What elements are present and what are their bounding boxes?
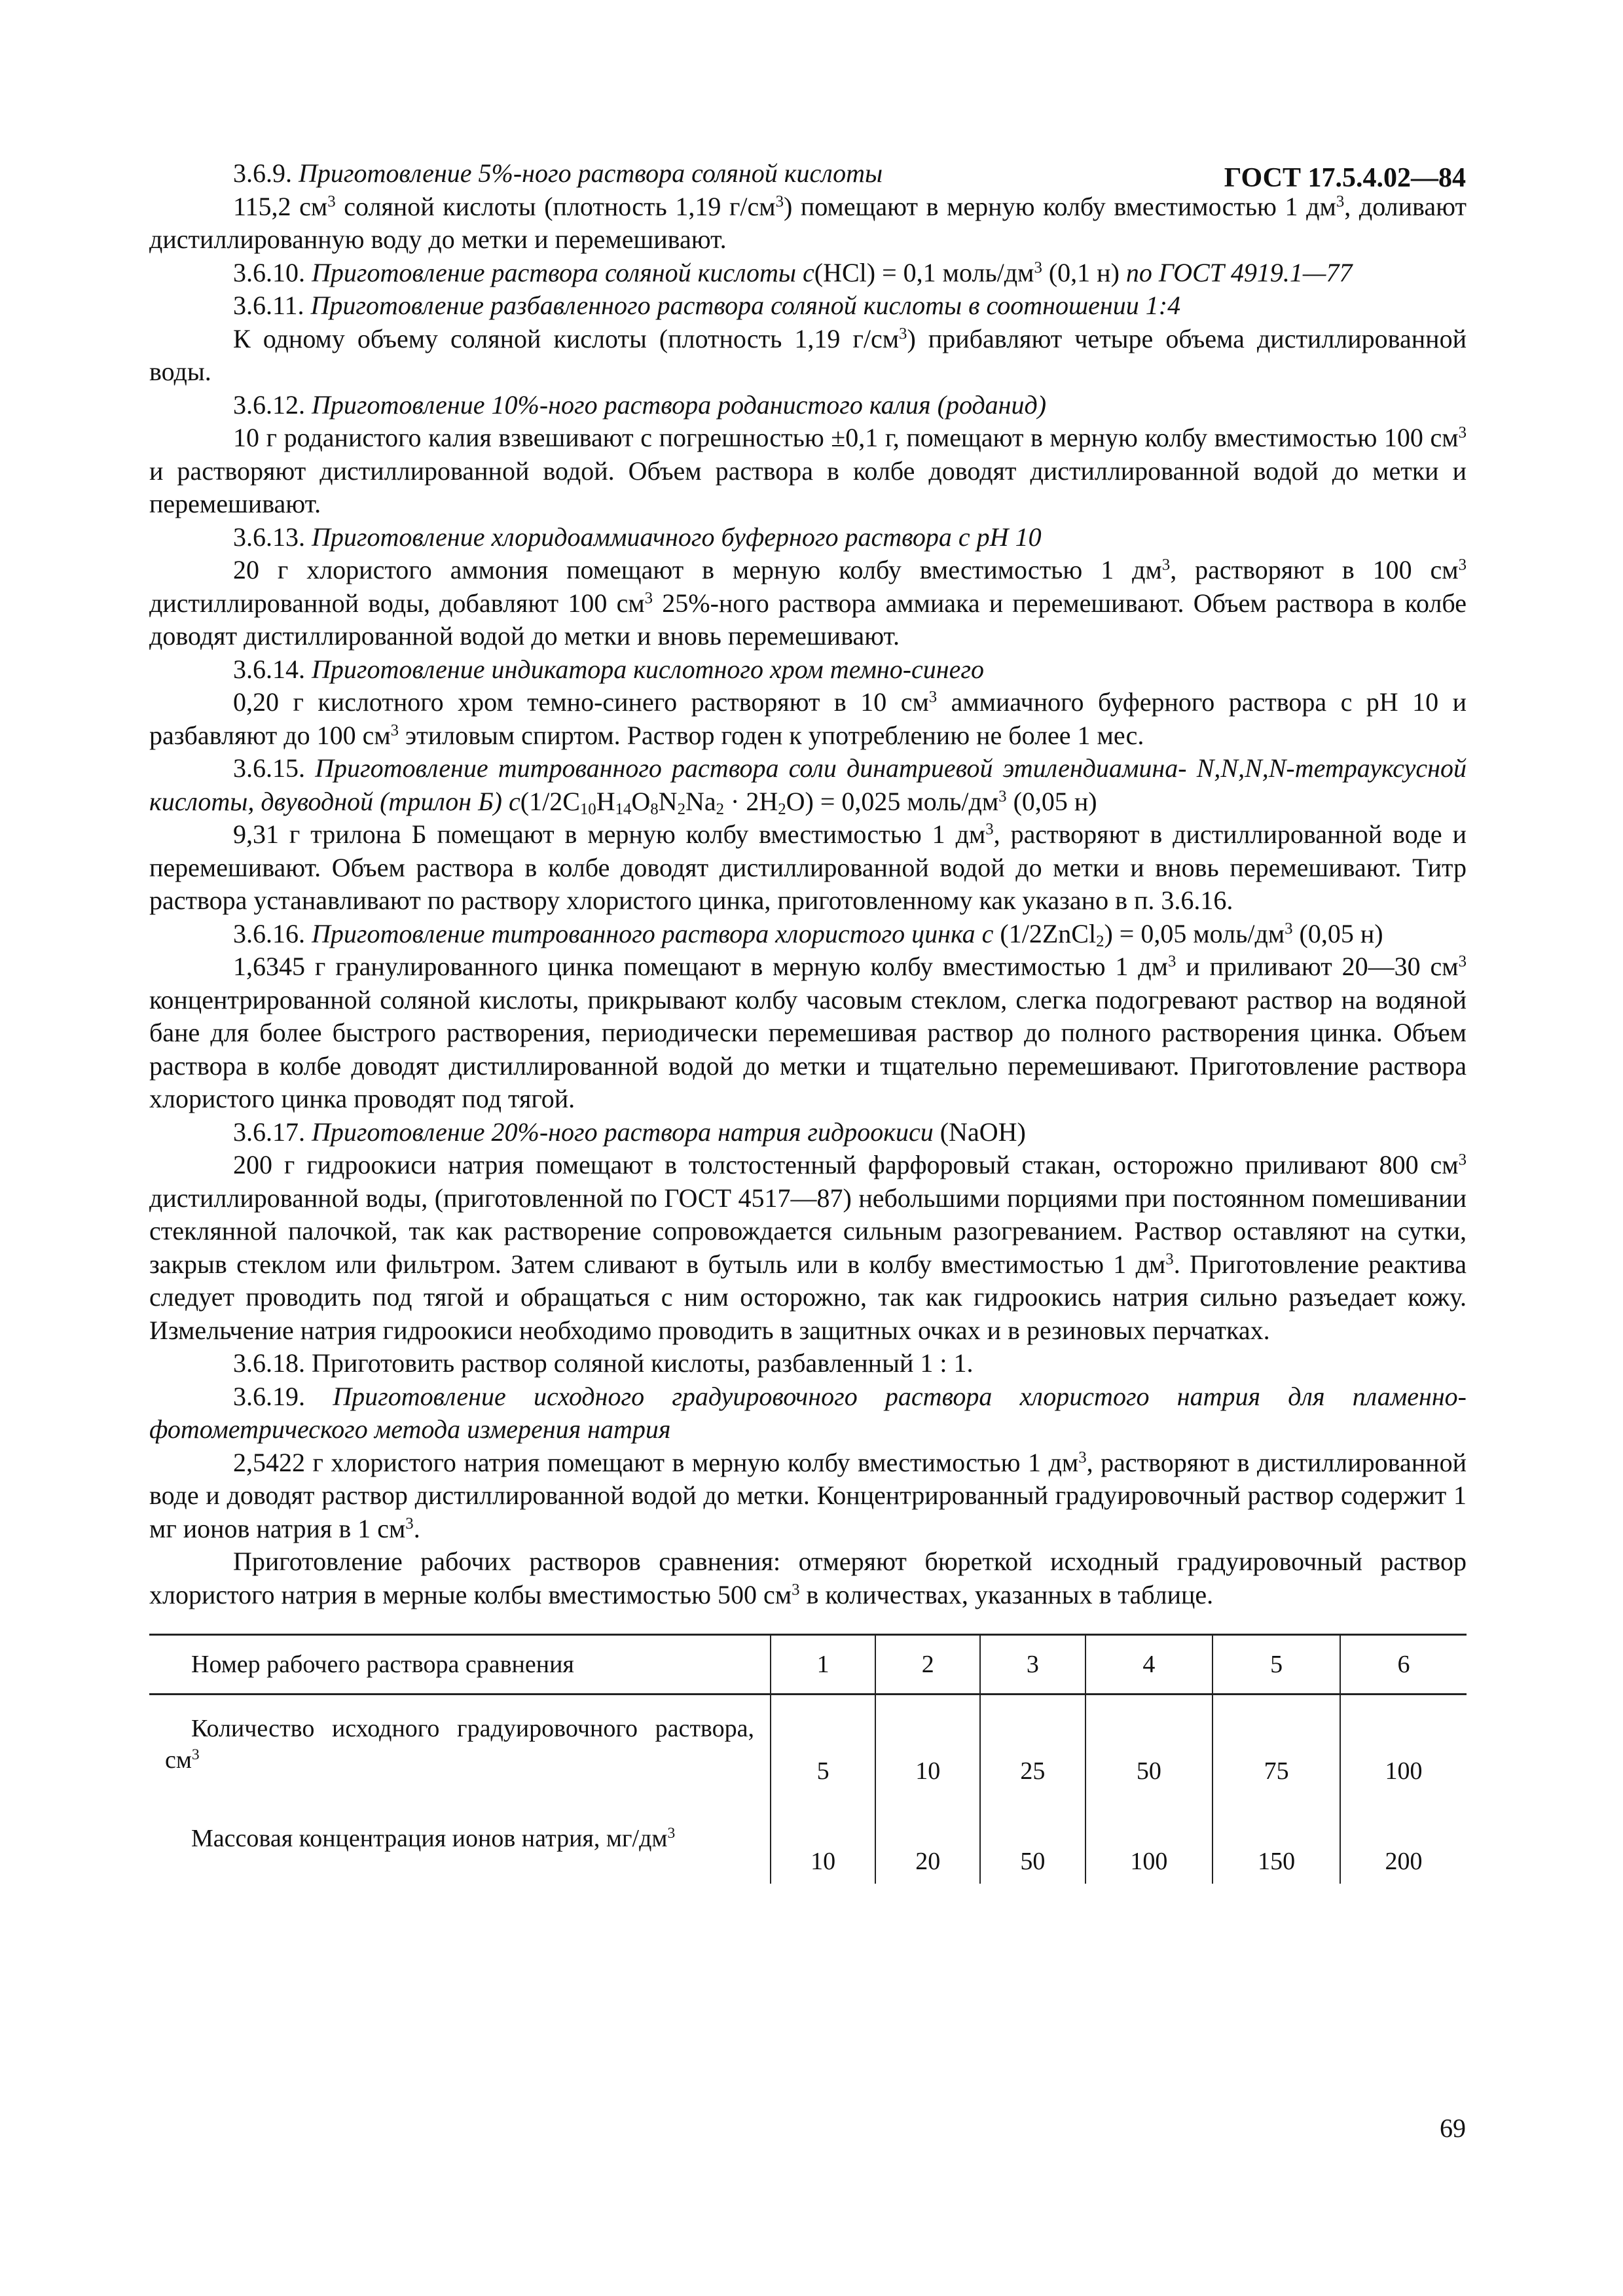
table-cell: 50 (1085, 1695, 1213, 1794)
section-3-6-18-text: 3.6.18. Приготовить раствор соляной кислоты, разбавленный 1 : 1. (233, 1348, 974, 1378)
table-cell: 100 (1085, 1793, 1213, 1884)
section-3-6-17-heading: 3.6.17. Приготовление 20%-ного раствора натрия гидроокиси (NaOH) (233, 1117, 1026, 1147)
table-row (149, 1695, 1467, 1794)
page-body (149, 157, 1467, 1884)
table-header-label: Номер рабочего раствора сравнения (149, 1635, 771, 1695)
table-cell: 75 (1213, 1695, 1340, 1794)
section-3-6-9-heading: 3.6.9. Приготовление 5%-ного раствора соляной кислоты (233, 158, 883, 188)
table-row-label: Массовая концентрация ионов натрия, $мг/дм^3$ (191, 1825, 676, 1852)
section-3-6-16-heading: 3.6.16. Приготовление титрованного раствора хлористого цинка с (1/2ZnCl2) = 0,05 моль/$дм^3$ (0,05 н) (233, 918, 1383, 950)
table-cell: 25 (980, 1695, 1085, 1794)
section-3-6-9-text: 115,2 $см^3$ соляной кислоты (плотность 1,19 $г/см^3$) помещают в мерную колбу вместимостью 1 $дм^3$, доливают дистиллированную воду до метки и перемешивают. (149, 191, 1467, 254)
table-header-cell: 6 (1340, 1635, 1467, 1695)
section-3-6-11-heading: 3.6.11. Приготовление разбавленного раствора соляной кислоты в соотношении 1:4 (233, 291, 1181, 320)
table-cell: 20 (875, 1793, 980, 1884)
section-3-6-11-text: К одному объему соляной кислоты (плотность 1,19 $г/см^3$) прибавляют четыре объема дистиллированной воды. (149, 323, 1467, 386)
table-cell: 50 (980, 1793, 1085, 1884)
section-3-6-15-heading: 3.6.15. Приготовление титрованного раствора соли динатриевой этилендиамина- N,N,N,N-тетрауксусной кислоты, двуводной (трилон Б) с(1/2C10H14O8N2Na2 · 2H2O) = 0,025 моль/$дм^3$ (0,05 н) (149, 753, 1467, 818)
section-3-6-12-text: 10 г роданистого калия взвешивают с погрешностью ±0,1 г, помещают в мерную колбу вместимостью 100 $см^3$ и растворяют дистиллированной водой. Объем раствора в колбе доводят дистиллированной водой до метки и перемешивают. (149, 423, 1467, 518)
table-cell: 10 (771, 1793, 875, 1884)
table-cell: 5 (771, 1695, 875, 1794)
section-3-6-13-text: 20 г хлористого аммония помещают в мерную колбу вместимостью 1 $дм^3$, растворяют в 100 $см^3$ дистиллированной воды, добавляют 100 $см^3$ 25%-ного раствора аммиака и перемешивают. Объем раствора в колбе доводят дистиллированной водой до метки и вновь перемешивают. (149, 555, 1467, 651)
table-header-cell: 3 (980, 1635, 1085, 1695)
section-3-6-19-heading: 3.6.19. Приготовление исходного градуировочного раствора хлористого натрия для пламенно-фотометрического метода измерения натрия (149, 1381, 1467, 1444)
page-number: 69 (1440, 2113, 1466, 2143)
table-header-cell: 2 (875, 1635, 980, 1695)
section-3-6-13-heading: 3.6.13. Приготовление хлоридоаммиачного буферного раствора с pH 10 (233, 522, 1042, 552)
section-3-6-19-text-2: Приготовление рабочих растворов сравнения: отмеряют бюреткой исходный градуировочный раствор хлористого натрия в мерные колбы вместимостью 500 $см^3$ в количествах, указанных в таблице. (149, 1547, 1467, 1609)
table-cell: 10 (875, 1695, 980, 1794)
section-3-6-14-text: 0,20 г кислотного хром темно-синего растворяют в 10 $см^3$ аммиачного буферного раствора с pH 10 и разбавляют до 100 $см^3$ этиловым спиртом. Раствор годен к употреблению не более 1 мес. (149, 687, 1467, 750)
table-row (149, 1793, 1467, 1884)
document-header: ГОСТ 17.5.4.02—84 (1224, 163, 1466, 193)
table-header-cell: 5 (1213, 1635, 1340, 1695)
section-3-6-12-heading: 3.6.12. Приготовление 10%-ного раствора роданистого калия (роданид) (233, 389, 1047, 420)
section-3-6-17-text: 200 г гидроокиси натрия помещают в толстостенный фарфоровый стакан, осторожно приливают 800 $см^3$ дистиллированной воды, (приготовленной по ГОСТ 4517—87) небольшими порциями при постоянном помешивании стеклянной палочкой, так как растворение сопровождается сильным разогреванием. Раствор оставляют на сутки, закрыв стеклом или фильтром. Затем сливают в бутыль или в колбу вместимостью 1 $дм^3$. Приготовление реактива следует проводить под тягой и обращаться с ним осторожно, так как гидроокись натрия сильно разъедает кожу. Измельчение натрия гидроокиси необходимо проводить в защитных очках и в резиновых перчатках. (149, 1150, 1467, 1345)
table-cell: 150 (1213, 1793, 1340, 1884)
table-header-row (149, 1635, 1467, 1695)
table-row-label: Количество исходного градуировочного раствора, $см^3$ (165, 1715, 754, 1774)
table-header-cell: 4 (1085, 1635, 1213, 1695)
table-cell: 100 (1340, 1695, 1467, 1794)
table-header-cell: 1 (771, 1635, 875, 1695)
table-cell: 200 (1340, 1793, 1467, 1884)
section-3-6-10-heading: 3.6.10. Приготовление раствора соляной кислоты с(HCl) = 0,1 моль/$дм^3$ (0,1 н) по ГОСТ 4919.1—77 (233, 257, 1353, 287)
section-3-6-16-text: 1,6345 г гранулированного цинка помещают в мерную колбу вместимостью 1 $дм^3$ и приливают 20—30 $см^3$ концентрированной соляной кислоты, прикрывают колбу часовым стеклом, слегка подогревают раствор на водяной бане для более быстрого растворения, периодически перемешивая раствор до полного растворения цинка. Объем раствора в колбе доводят дистиллированной водой до метки и тщательно перемешивают. Приготовление раствора хлористого цинка проводят под тягой. (149, 952, 1467, 1113)
section-3-6-19-text: 2,5422 г хлористого натрия помещают в мерную колбу вместимостью 1 $дм^3$, растворяют в дистиллированной воде и доводят раствор дистиллированной водой до метки. Концентрированный градуировочный раствор содержит 1 мг ионов натрия в 1 $см^3$. (149, 1447, 1467, 1543)
section-3-6-15-text: 9,31 г трилона Б помещают в мерную колбу вместимостью 1 $дм^3$, растворяют в дистиллированной воде и перемешивают. Объем раствора в колбе доводят дистиллированной водой до метки и вновь перемешивают. Титр раствора устанавливают по раствору хлористого цинка, приготовленному как указано в п. 3.6.16. (149, 819, 1467, 915)
reference-solutions-table (149, 1634, 1467, 1884)
section-3-6-14-heading: 3.6.14. Приготовление индикатора кислотного хром темно-синего (233, 654, 984, 684)
